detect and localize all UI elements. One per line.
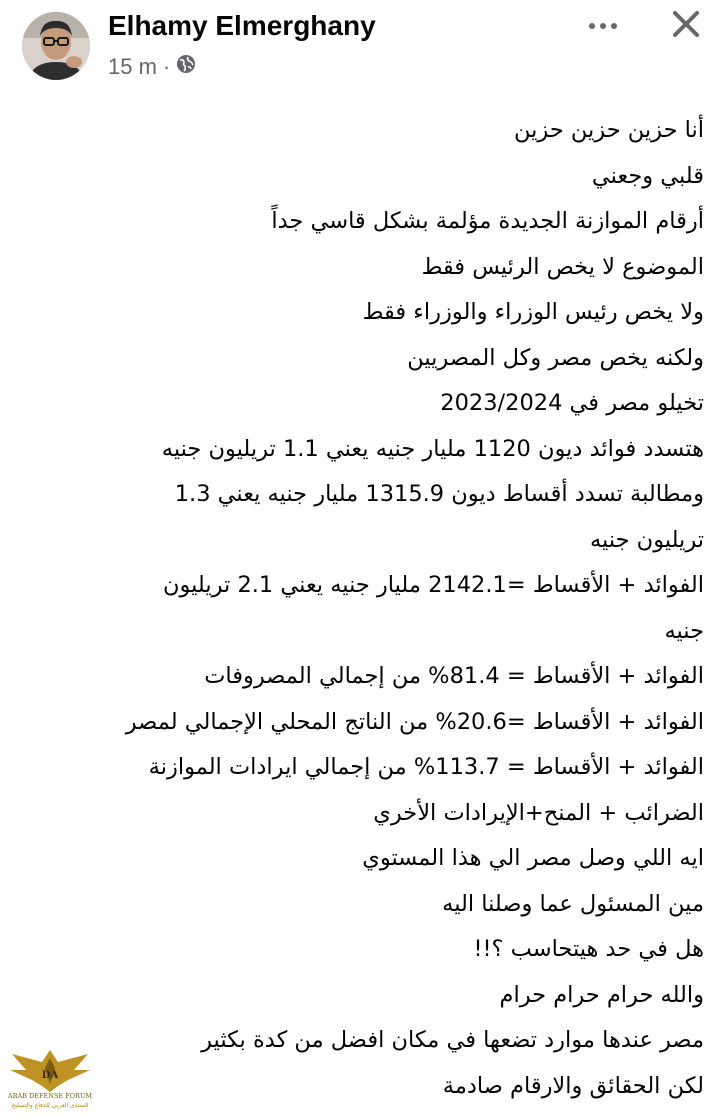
globe-icon: [176, 54, 196, 80]
close-icon: [671, 9, 701, 39]
watermark-text: ARAB DEFENSE FORUM: [7, 1092, 93, 1100]
post-line: الضرائب + المنح+الإيرادات الأخري: [373, 799, 704, 826]
post-line: مصر عندها موارد تضعها في مكان افضل من كدة بكثير: [201, 1027, 704, 1053]
post-line: الفوائد + الأقساط = 113.7% من إجمالي ايرادات الموازنة: [148, 754, 704, 780]
arab-defense-forum-logo: [2, 1040, 98, 1112]
post-line: ومطالبة تسدد أقساط ديون 1315.9 مليار جنيه يعني 1.3: [174, 481, 704, 507]
post-line: هتسدد فوائد ديون 1120 مليار جنيه يعني 1.1 تريليون جنيه: [161, 435, 704, 462]
more-options-button[interactable]: [583, 10, 623, 42]
close-button[interactable]: [664, 4, 708, 44]
post-line: ولكنه يخص مصر وكل المصريين: [407, 344, 704, 371]
post-line: هل في حد هيتحاسب ؟!!: [473, 936, 704, 962]
post-line: أنا حزين حزين حزين: [514, 117, 704, 143]
post-line: لكن الحقائق والارقام صادمة: [442, 1072, 704, 1099]
post-line: أرقام الموازنة الجديدة مؤلمة بشكل قاسي جداً: [271, 208, 704, 234]
more-dots-icon: [589, 23, 595, 29]
author-name[interactable]: Elhamy Elmerghany: [108, 10, 376, 41]
timestamp[interactable]: 15 m: [108, 54, 157, 79]
post-meta: [108, 54, 196, 80]
post-line: الفوائد + الأقساط =2142.1 مليار جنيه يعني 2.1 تريليون: [162, 572, 704, 598]
post-line: ايه اللي وصل مصر الي هذا المستوي: [362, 845, 704, 871]
avatar-portrait: [22, 12, 90, 80]
post-line: جنيه: [664, 617, 704, 644]
post-line: ولا يخص رئيس الوزراء والوزراء فقط: [362, 299, 704, 325]
post-line: قلبي وجعني: [591, 162, 704, 189]
post-line: تريليون جنيه: [589, 526, 704, 553]
post-line: مين المسئول عما وصلنا اليه: [442, 890, 704, 917]
post-line: الموضوع لا يخص الرئيس فقط: [421, 253, 704, 280]
meta-separator: ·: [162, 54, 171, 79]
post-body: [11, 108, 704, 1109]
post-header: [0, 0, 720, 100]
post-line: تخيلو مصر في 2023/2024: [440, 390, 704, 416]
post-line: والله حرام حرام حرام: [499, 981, 704, 1008]
svg-text:DA: DA: [41, 1070, 59, 1081]
watermark-arabic: المنتدى العربي للدفاع والتسليح: [11, 1102, 89, 1109]
avatar[interactable]: [22, 12, 90, 80]
post-line: الفوائد + الأقساط =20.6% من الناتج المحلي الإجمالي لمصر: [125, 708, 704, 735]
post-line: الفوائد + الأقساط = 81.4% من إجمالي المصروفات: [204, 663, 704, 689]
